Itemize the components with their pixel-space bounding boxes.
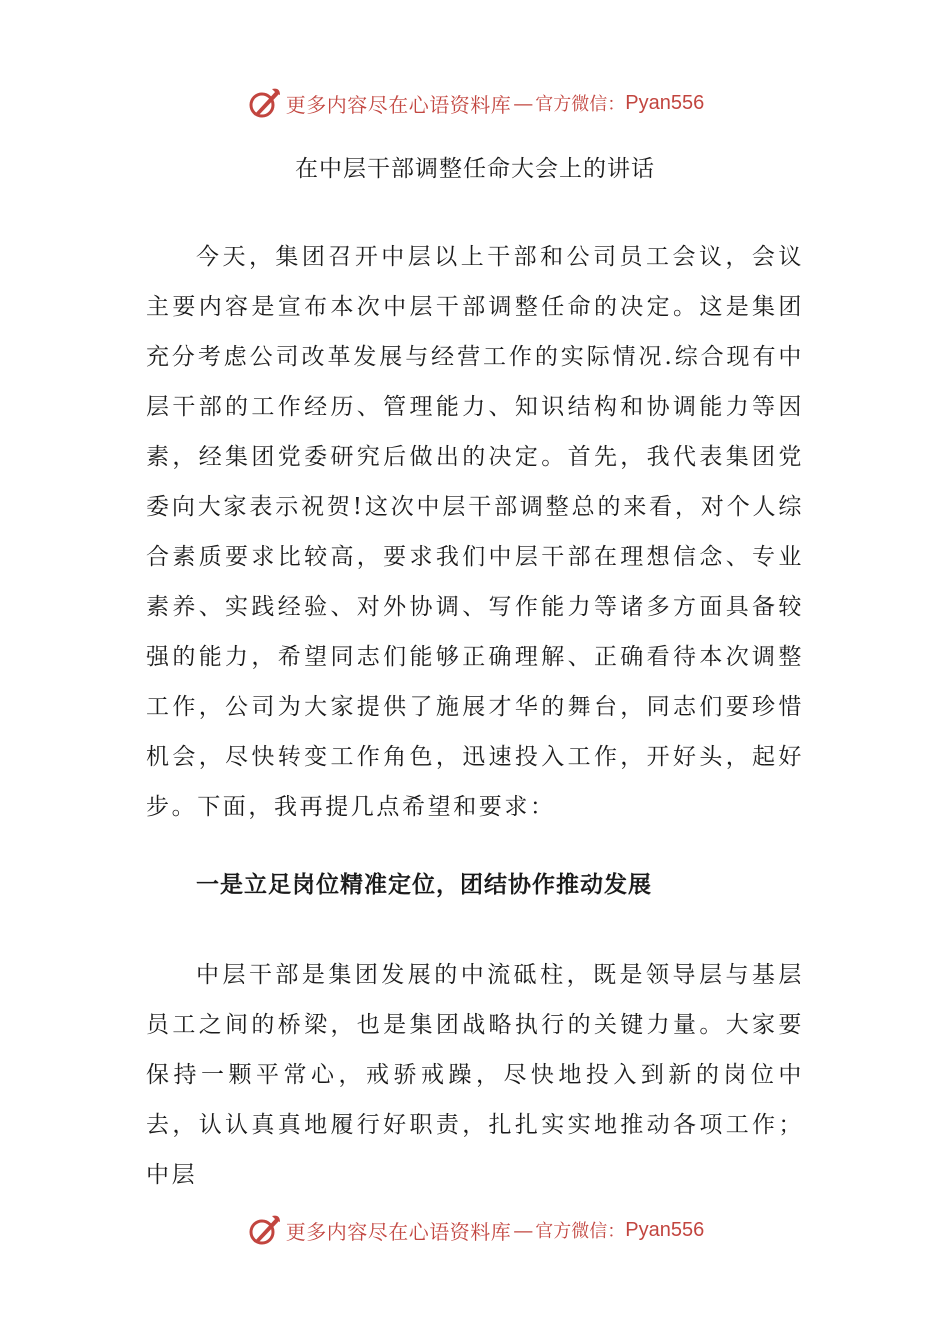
paragraph-2: 中层干部是集团发展的中流砥柱，既是领导层与基层员工之间的桥梁，也是集团战略执行的关键力量。大家要保持一颗平常心，戒骄戒躁，尽快地投入到新的岗位中去，认认真真地履行好职责，扎扎实实地推动各项工作；中层 bbox=[146, 962, 804, 1188]
paragraph-1: 今天，集团召开中层以上干部和公司员工会议，会议主要内容是宣布本次中层干部调整任命的决定。这是集团充分考虑公司改革发展与经营工作的实际情况.综合现有中层干部的工作经历、管理能力、知识结构和协调能力等因素，经集团党委研究后做出的决定。首先，我代表集团党委向大家表示祝贺!这次中层干部调整总的来看，对个人综合素质要求比较高，要求我们中层干部在理想信念、专业素养、实践经验、对外协调、写作能力等诸多方面具备较强的能力，希望同志们能够正确理解、正确看待本次调整工作，公司为大家提供了施展才华的舞台，同志们要珍惜机会，尽快转变工作角色，迅速投入工作，开好头，起好步。下面，我再提几点希望和要求： bbox=[146, 244, 804, 820]
header-banner bbox=[0, 83, 950, 123]
banner-brand: 更多内容尽在心语资料库 bbox=[285, 1219, 512, 1244]
section-heading-1: 一是立足岗位精准定位，团结协作推动发展 bbox=[196, 872, 652, 898]
document-title: 在中层干部调整任命大会上的讲话 bbox=[295, 156, 655, 182]
banner-wechat-id: Pyan556 bbox=[625, 1218, 705, 1241]
quill-pen-circle-icon bbox=[246, 85, 282, 121]
quill-pen-circle-icon bbox=[246, 1212, 282, 1248]
banner-brand: 更多内容尽在心语资料库 bbox=[285, 92, 512, 117]
banner-wechat-id: Pyan556 bbox=[625, 91, 705, 114]
banner-dash: — bbox=[513, 91, 534, 115]
banner-dash: — bbox=[513, 1218, 534, 1242]
footer-banner bbox=[0, 1210, 950, 1250]
banner-wechat-label: 官方微信： bbox=[535, 1221, 626, 1242]
banner-wechat-label: 官方微信： bbox=[535, 94, 626, 115]
